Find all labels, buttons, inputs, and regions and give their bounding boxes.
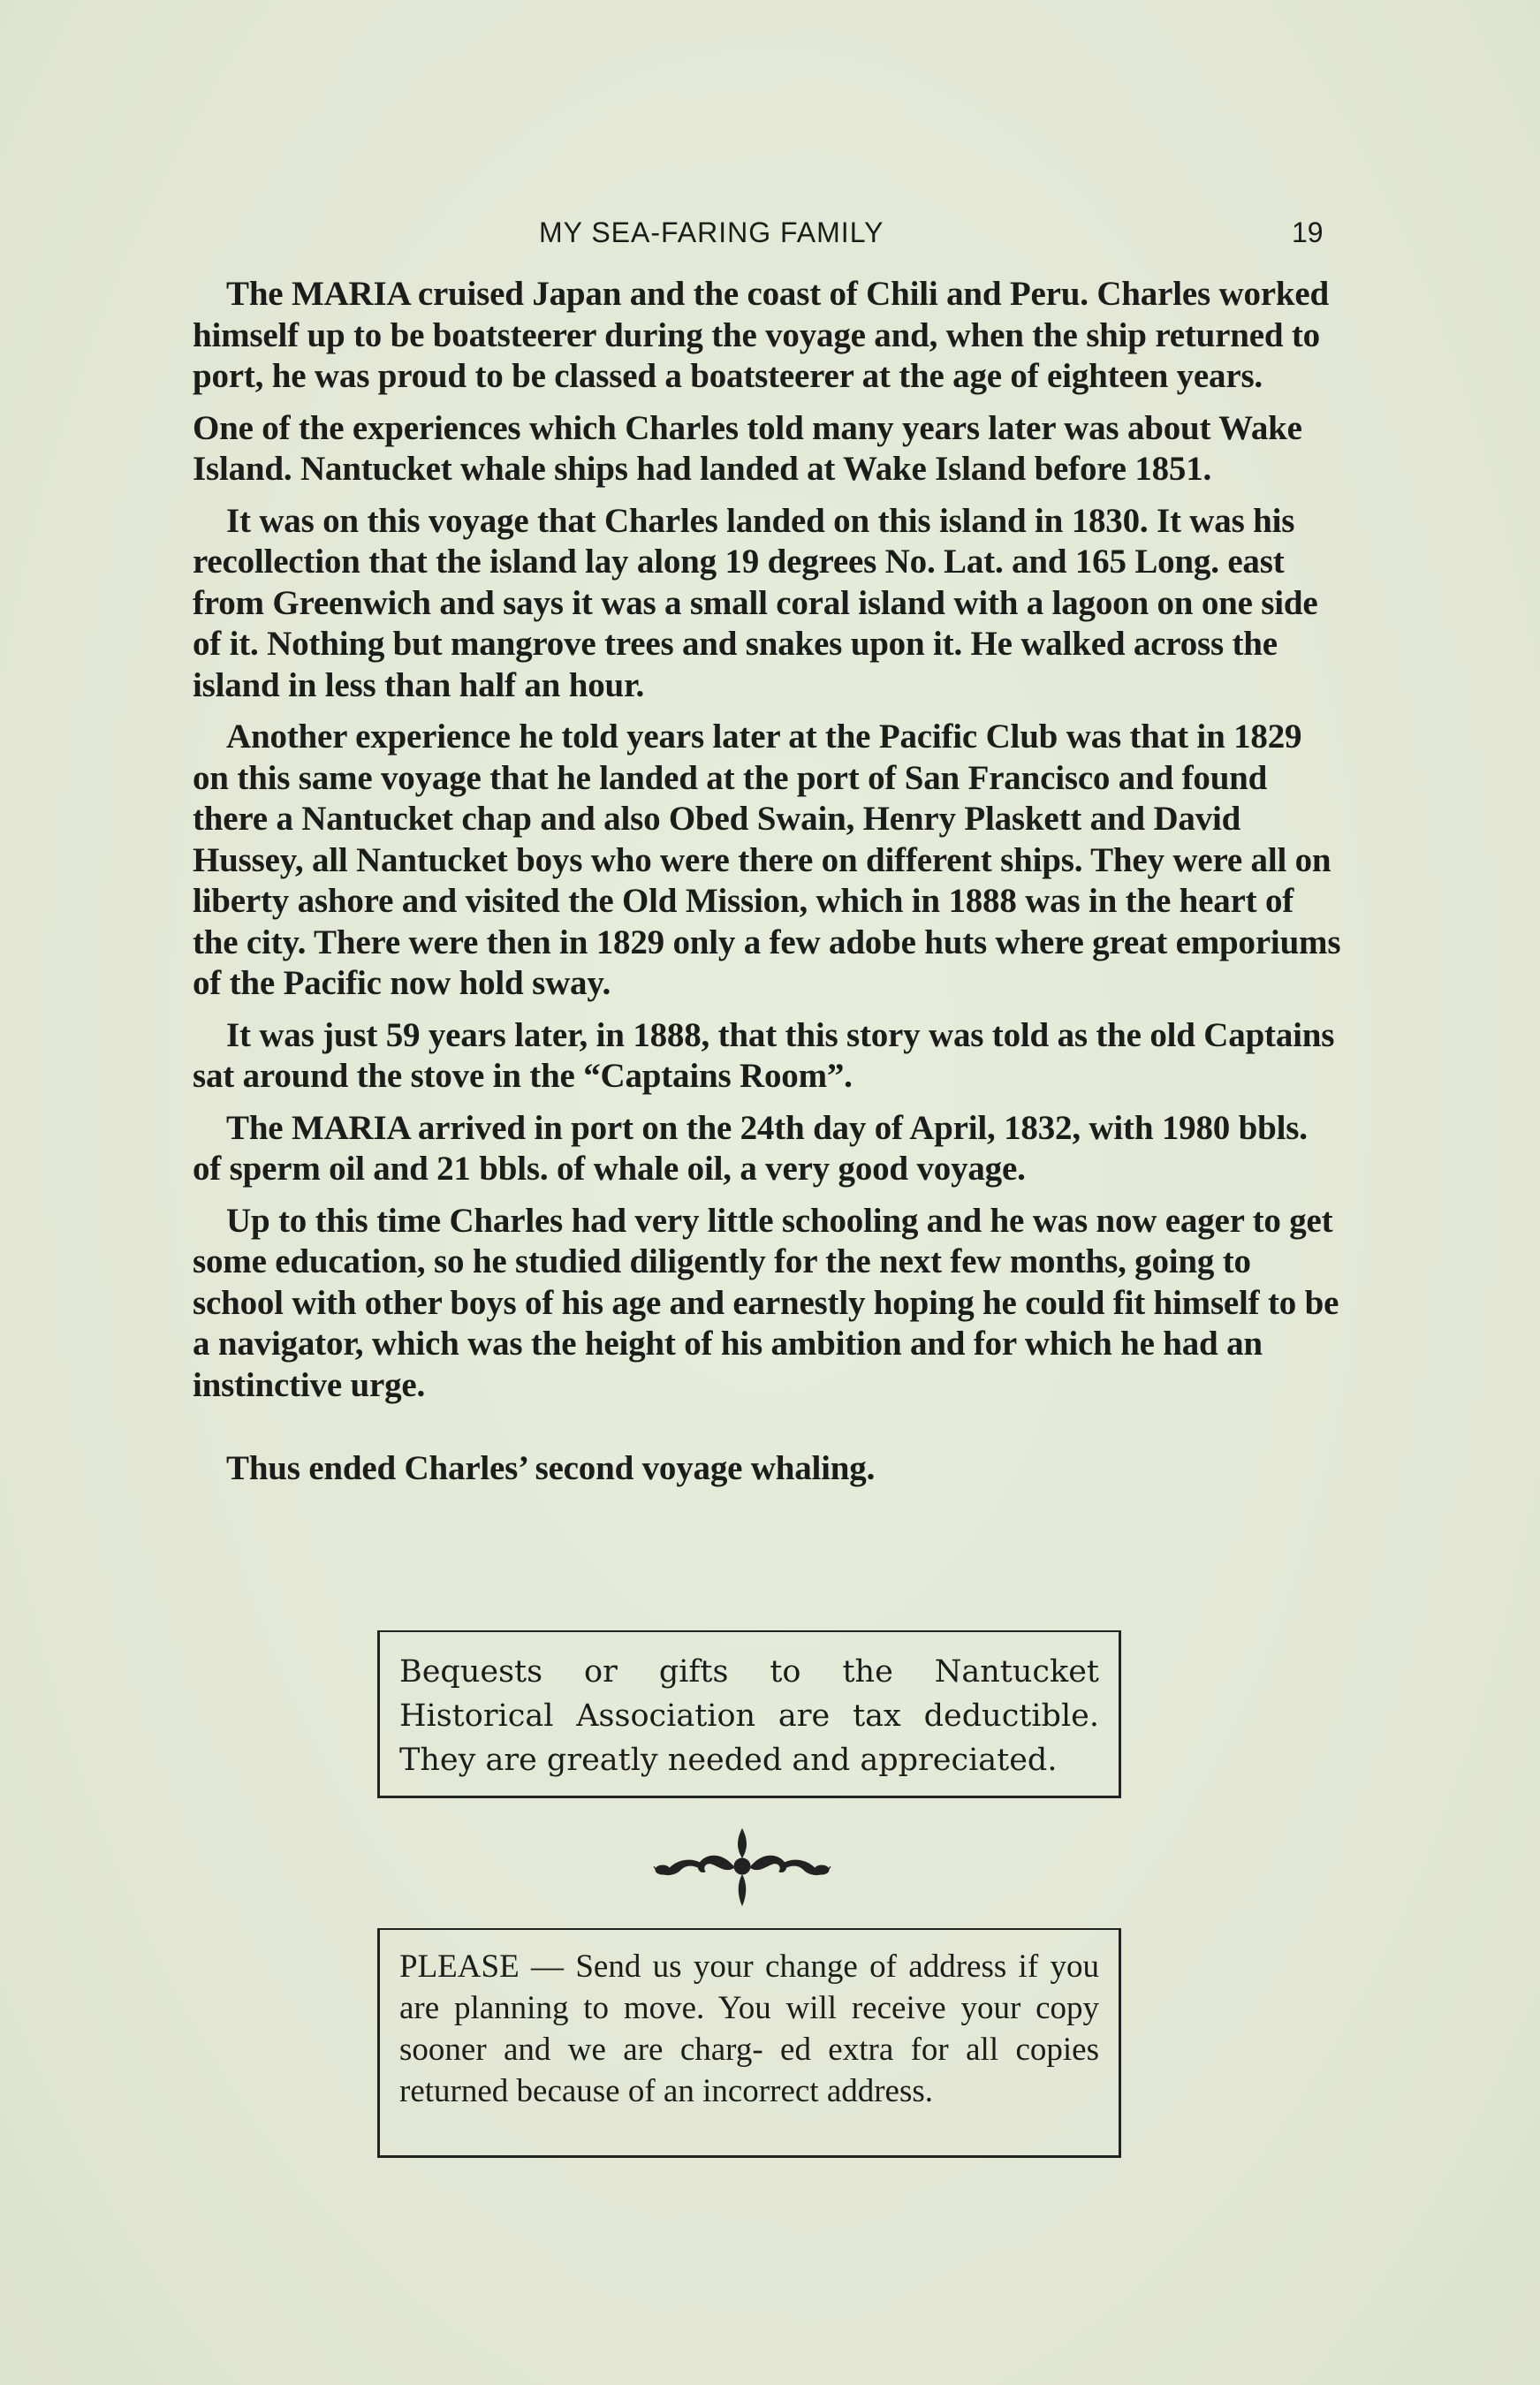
page-number: 19 xyxy=(1292,216,1324,248)
article-body xyxy=(193,274,1341,1500)
paragraph: The MARIA arrived in port on the 24th day of April, 1832, with 1980 bbls. of sperm oil and 21 bbls. of whale oil, a very good voyage. xyxy=(193,1108,1308,1188)
closing-paragraph: Thus ended Charles’ second voyage whaling. xyxy=(226,1449,876,1487)
address-change-notice-box: PLEASE — Send us your change of address if you are planning to move. You will receive your copy sooner and we are charg- ed extra for all copies returned because of an incorrect address. xyxy=(377,1928,1121,2158)
bequests-notice-box: Bequests or gifts to the Nantucket Historical Association are tax deductible. They are greatly needed and appreciated. xyxy=(377,1630,1121,1798)
paragraph: It was on this voyage that Charles landed on this island in 1830. It was his recollection that the island lay along 19 degrees No. Lat. and 165 Long. east from Greenwich and says it was a small coral island with a lagoon on one side of it. Nothing but mangrove trees and snakes upon it. He walked across the island in less than half an hour. xyxy=(193,501,1318,704)
paragraph: The MARIA cruised Japan and the coast of Chili and Peru. Charles worked himself up to be boatsteerer during the voyage and, when the ship returned to port, he was proud to be classed a boatsteerer at the age of eighteen years. xyxy=(193,275,1329,395)
paragraph: Up to this time Charles had very little schooling and he was now eager to get some education, so he studied diligently for the next few months, going to school with other boys of his age and earnestly hoping he could fit himself to be a navigator, which was the height of his ambition and for which he had an instinctive urge. xyxy=(193,1201,1339,1404)
paragraph: Another experience he told years later at the Pacific Club was that in 1829 on this same voyage that he landed at the port of San Francisco and found there a Nantucket chap and also Obed Swain, Henry Plaskett and David Hussey, all Nantucket boys who were there on different ships. They were all on liberty ashore and visited the Old Mission, which in 1888 was in the heart of the city. There were then in 1829 only a few adobe huts where great emporiums of the Pacific now hold sway. xyxy=(193,718,1341,1002)
fleuron-ornament-icon xyxy=(645,1822,839,1910)
paragraph: One of the experiences which Charles told many years later was about Wake Island. Nantucket whale ships had landed at Wake Island before 1851. xyxy=(193,408,1302,488)
running-title: MY SEA-FARING FAMILY xyxy=(539,216,884,248)
paragraph: It was just 59 years later, in 1888, that this story was told as the old Captains sat around the stove in the “Captains Room”. xyxy=(193,1015,1335,1095)
